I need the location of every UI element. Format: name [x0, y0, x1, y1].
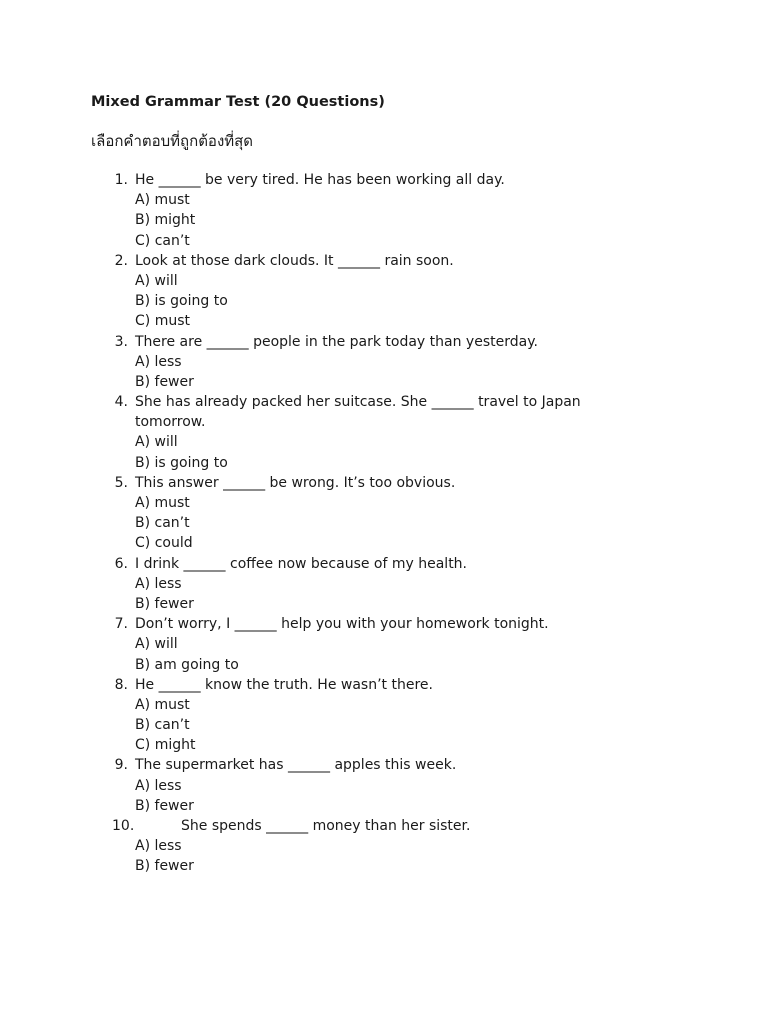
answer-option-row: [0, 231, 768, 251]
answer-option: A) will: [135, 636, 178, 653]
answer-option: A) must: [135, 192, 190, 209]
question-row: [0, 251, 768, 271]
answer-option: A) less: [135, 777, 182, 794]
answer-option: C) might: [135, 737, 196, 754]
question-item: [0, 554, 768, 615]
question-number: 5.: [114, 474, 128, 491]
answer-option-row: [0, 776, 768, 796]
answer-option-row: [0, 210, 768, 230]
answer-option: B) can’t: [135, 717, 190, 734]
answer-option-row: [0, 594, 768, 614]
question-row: [0, 554, 768, 574]
question-text: There are ______ people in the park today than yesterday.: [135, 333, 538, 350]
answer-option-row: [0, 513, 768, 533]
answer-option: A) less: [135, 838, 182, 855]
question-number: 2.: [114, 252, 128, 269]
question-row: [0, 755, 768, 775]
answer-option-row: [0, 432, 768, 452]
question-number: 3.: [114, 333, 128, 350]
answer-option-row: [0, 715, 768, 735]
answer-option-row: [0, 352, 768, 372]
question-number: 1.: [114, 172, 128, 188]
question-text: He ______ be very tired. He has been working all day.: [135, 172, 505, 188]
question-text: The supermarket has ______ apples this week.: [135, 757, 457, 774]
answer-option-row: [0, 311, 768, 331]
answer-option: A) must: [135, 696, 190, 713]
question-item: [0, 392, 768, 473]
question-number: 4.: [114, 394, 128, 411]
answer-option: A) will: [135, 434, 178, 451]
answer-option: A) will: [135, 272, 178, 289]
answer-option-row: [0, 533, 768, 553]
question-row: [0, 675, 768, 695]
question-item: [0, 473, 768, 554]
question-text: She has already packed her suitcase. She ______ travel to Japan: [135, 394, 581, 411]
answer-option-row: [0, 291, 768, 311]
answer-option-row: [0, 372, 768, 392]
question-number: 9.: [114, 757, 128, 774]
answer-option: C) must: [135, 313, 190, 330]
question-item: [0, 816, 768, 877]
question-item: [0, 755, 768, 816]
question-text: tomorrow.: [135, 414, 206, 431]
answer-option-row: [0, 634, 768, 654]
answer-option-row: [0, 836, 768, 856]
question-item: [0, 614, 768, 675]
question-number: 6.: [114, 555, 128, 572]
instruction-text: เลือกคำตอบที่ถูกต้องที่สุด: [91, 132, 254, 150]
question-row: [0, 332, 768, 352]
question-text: I drink ______ coffee now because of my health.: [135, 555, 468, 572]
document-title: Mixed Grammar Test (20 Questions): [91, 94, 385, 110]
question-row: [0, 816, 768, 836]
answer-option: C) could: [135, 535, 193, 552]
answer-option: B) might: [135, 212, 196, 229]
answer-option: A) less: [135, 575, 182, 592]
answer-option-row: [0, 655, 768, 675]
question-item: [0, 332, 768, 393]
answer-option: B) am going to: [135, 656, 239, 673]
answer-option: A) less: [135, 353, 182, 370]
question-number: 8.: [114, 676, 128, 693]
answer-option: A) must: [135, 495, 190, 511]
answer-option-row: [0, 574, 768, 594]
question-list: [0, 170, 768, 877]
question-item: [0, 170, 768, 251]
answer-option-row: [0, 856, 768, 876]
answer-option: B) fewer: [135, 373, 194, 390]
question-text: This answer ______ be wrong. It’s too obvious.: [135, 474, 456, 491]
question-item: [0, 251, 768, 332]
answer-option: B) fewer: [135, 858, 194, 875]
question-row: [0, 614, 768, 634]
question-continuation-row: [0, 412, 768, 432]
answer-option: B) fewer: [135, 595, 194, 612]
answer-option: B) can’t: [135, 515, 190, 532]
question-text: Don’t worry, I ______ help you with your homework tonight.: [135, 616, 549, 633]
answer-option-row: [0, 271, 768, 291]
answer-option-row: [0, 735, 768, 755]
answer-option-row: [0, 493, 768, 513]
question-number: 7.: [114, 616, 128, 633]
answer-option: B) is going to: [135, 293, 228, 310]
question-row: [0, 170, 768, 190]
question-row: [0, 392, 768, 412]
question-text: He ______ know the truth. He wasn’t there.: [135, 676, 433, 693]
question-number: 10.: [112, 818, 135, 834]
answer-option: B) fewer: [135, 797, 194, 814]
answer-option: B) is going to: [135, 454, 228, 471]
answer-option: C) can’t: [135, 232, 190, 249]
question-row: [0, 473, 768, 493]
answer-option-row: [0, 695, 768, 715]
question-text: Look at those dark clouds. It ______ rain soon.: [135, 252, 454, 269]
answer-option-row: [0, 453, 768, 473]
question-text: She spends ______ money than her sister.: [181, 818, 471, 834]
question-item: [0, 675, 768, 756]
answer-option-row: [0, 190, 768, 210]
answer-option-row: [0, 796, 768, 816]
